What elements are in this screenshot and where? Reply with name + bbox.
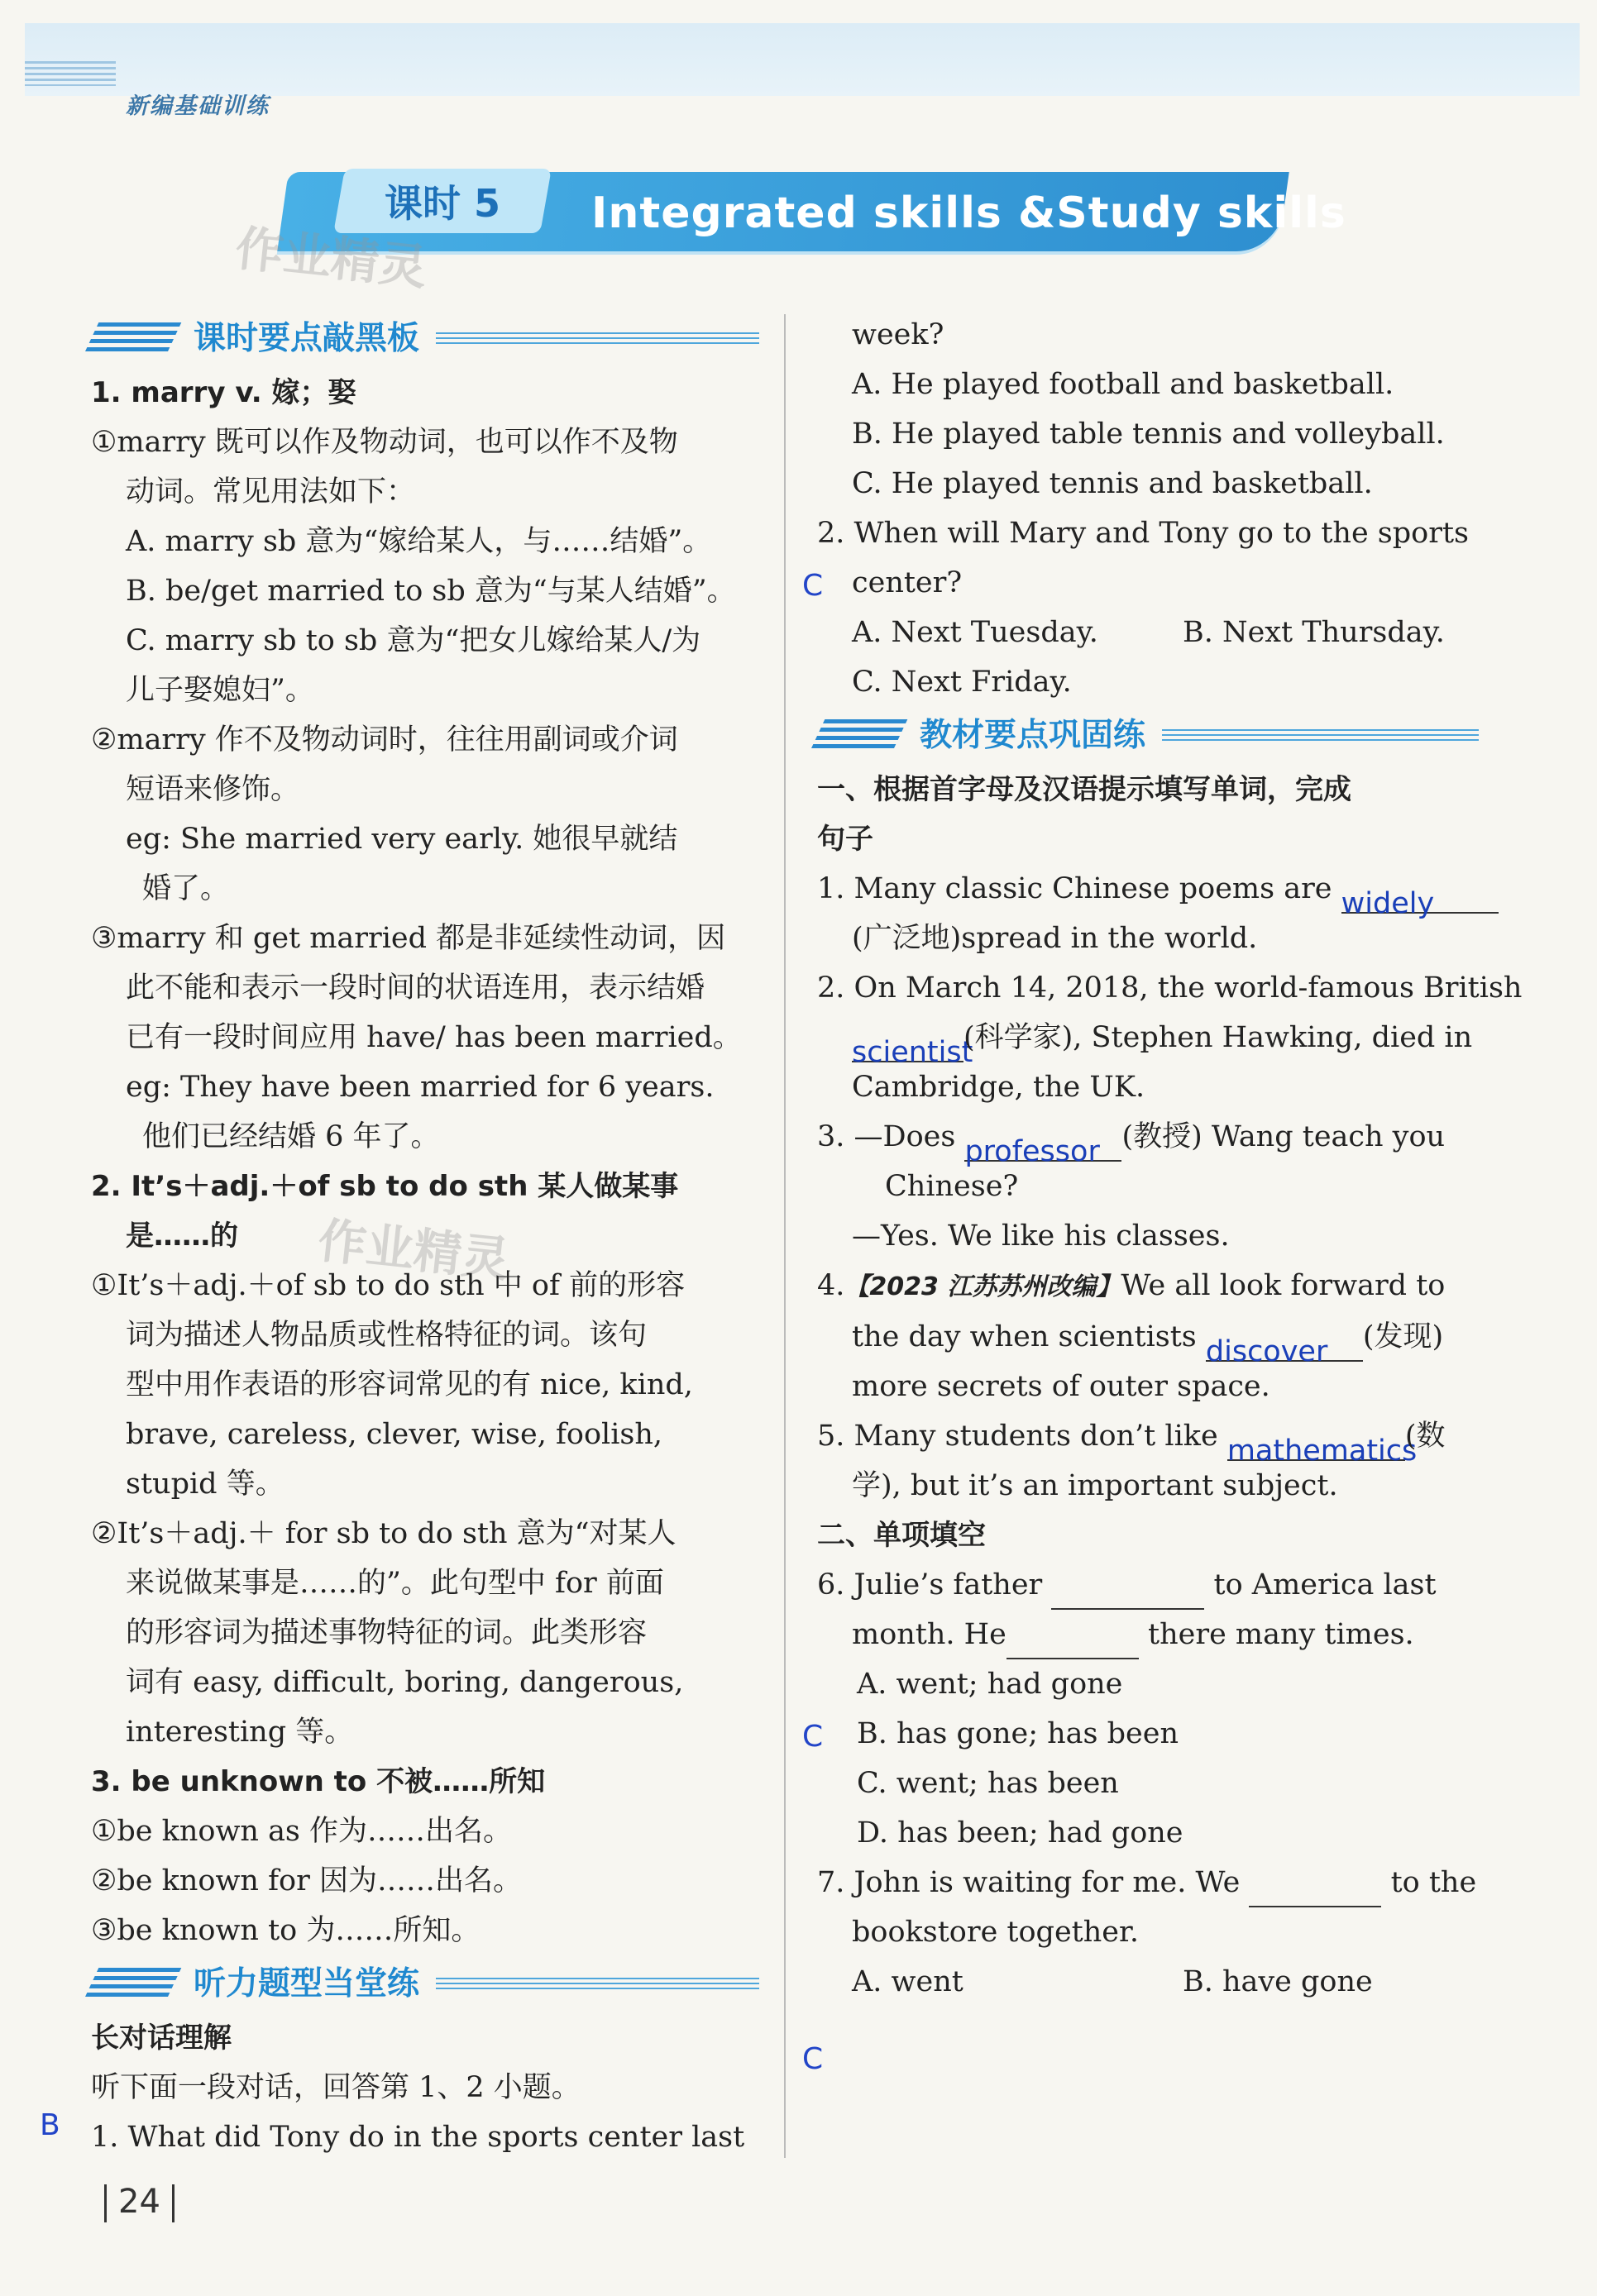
- point-heading: 3. be unknown to 不被……所知: [91, 1765, 546, 1798]
- question-line: 1. Many classic Chinese poems are widely: [817, 864, 1479, 914]
- text-line: brave, careless, clever, wise, foolish,: [126, 1418, 663, 1451]
- page-bar: [104, 2184, 107, 2222]
- question-line: —Yes. We like his classes.: [852, 1220, 1230, 1253]
- answer-mark: C: [802, 1720, 824, 1754]
- section-header: [817, 709, 1479, 763]
- answer-mark: B: [40, 2108, 60, 2142]
- text-line: stupid 等。: [126, 1468, 284, 1501]
- question-line: 2. On March 14, 2018, the world-famous British: [817, 971, 1523, 1005]
- text-line: 型中用作表语的形容词常见的有 nice, kind,: [126, 1368, 693, 1401]
- option: D. has been; had gone: [857, 1816, 1183, 1850]
- question-line: center?: [852, 566, 963, 599]
- text-line: ①be known as 作为……出名。: [91, 1815, 513, 1848]
- text-line: C. marry sb to sb 意为“把女儿嫁给某人/为: [126, 624, 701, 657]
- lesson-title: Integrated skills &Study skills: [591, 189, 1346, 238]
- header-band: [25, 23, 1580, 96]
- page-number: [93, 2183, 186, 2222]
- text-line: 词有 easy, difficult, boring, dangerous,: [126, 1666, 684, 1699]
- text-line: ③be known to 为……所知。: [91, 1914, 481, 1947]
- section-rule: [436, 1978, 759, 1991]
- text-line: 词为描述人物品质或性格特征的词。该句: [126, 1319, 648, 1352]
- question-line: 学), but it’s an important subject.: [852, 1469, 1338, 1502]
- question-line: 3. —Does professor (教授) Wang teach you: [817, 1120, 1446, 1168]
- option: B. He played table tennis and volleyball.: [852, 418, 1445, 451]
- option: A. Next Tuesday.: [852, 616, 1098, 649]
- series-title: 新编基础训练: [126, 93, 270, 119]
- source-tag: 【2023 江苏苏州改编】: [844, 1272, 1121, 1301]
- section-title: 课时要点敲黑板: [194, 320, 420, 357]
- option-row: [817, 608, 1479, 657]
- text-line: 已有一段时间应用 have/ has been married。: [126, 1021, 742, 1054]
- option: B. Next Thursday.: [1183, 616, 1445, 649]
- section-rule: [436, 332, 759, 346]
- question-line: Chinese?: [885, 1170, 1019, 1203]
- question-line: (广泛地)spread in the world.: [852, 922, 1258, 955]
- answer-mark: C: [802, 2042, 824, 2076]
- example-line: 婚了。: [142, 872, 230, 905]
- text-line: 的形容词为描述事物特征的词。此类形容: [126, 1616, 648, 1649]
- header-stripes: [25, 61, 116, 86]
- question-line: week?: [852, 318, 944, 351]
- text-line: 动词。常见用法如下：: [126, 475, 416, 508]
- option: C. Next Friday.: [852, 666, 1072, 699]
- part-title: 一、根据首字母及汉语提示填写单词，完成: [817, 773, 1351, 806]
- instruction: 听下面一段对话，回答第 1、2 小题。: [91, 2071, 581, 2104]
- text-line: 短语来修饰。: [126, 773, 300, 806]
- section-header: [91, 1957, 759, 2012]
- option-row: [817, 1957, 1479, 2007]
- text-line: A. marry sb 意为“嫁给某人，与……结婚”。: [126, 525, 712, 558]
- question-line: bookstore together.: [852, 1916, 1140, 1949]
- text-line: B. be/get married to sb 意为“与某人结婚”。: [126, 575, 736, 608]
- column-divider: [784, 314, 786, 2158]
- text-line: ③marry 和 get married 都是非延续性动词，因: [91, 922, 726, 955]
- question-line: 7. John is waiting for me. We to the: [817, 1858, 1479, 1907]
- option: A. went; had gone: [857, 1668, 1123, 1701]
- question-line: month. He there many times.: [817, 1610, 1479, 1659]
- answer-mark: C: [802, 569, 824, 603]
- text-line: ②marry 作不及物动词时，往往用副词或介词: [91, 723, 678, 757]
- option: B. has gone; has been: [857, 1717, 1179, 1750]
- section-title: 教材要点巩固练: [920, 717, 1146, 754]
- option: A. He played football and basketball.: [852, 368, 1394, 401]
- section-rule: [1162, 729, 1479, 742]
- point-heading: 1. marry v. 嫁；娶: [91, 376, 356, 409]
- section-title: 听力题型当堂练: [194, 1965, 420, 2002]
- question-line: Cambridge, the UK.: [852, 1071, 1145, 1104]
- text-line: ②be known for 因为……出名。: [91, 1864, 522, 1897]
- option: A. went: [852, 1965, 963, 1998]
- option: C. He played tennis and basketball.: [852, 467, 1373, 500]
- question-line: more secrets of outer space.: [852, 1370, 1270, 1403]
- filled-answer: discover: [1205, 1335, 1328, 1368]
- text-line: ①marry 既可以作及物动词，也可以作不及物: [91, 426, 678, 459]
- section-header: [91, 312, 759, 366]
- filled-answer: widely: [1341, 887, 1435, 920]
- part-title: 二、单项填空: [817, 1519, 986, 1552]
- question-line: 1. What did Tony do in the sports center last: [91, 2121, 745, 2154]
- text-line: 此不能和表示一段时间的状语连用，表示结婚: [126, 971, 705, 1005]
- question-line: 4.【2023 江苏苏州改编】We all look forward to: [817, 1269, 1446, 1302]
- option: B. have gone: [1183, 1965, 1373, 1998]
- text-line: interesting 等。: [126, 1716, 354, 1749]
- page-bar: [172, 2184, 175, 2222]
- text-line: ①It’s＋adj.＋of sb to do sth 中 of 前的形容: [91, 1269, 686, 1302]
- example-line: eg: They have been married for 6 years.: [126, 1071, 715, 1104]
- text-line: ②It’s＋adj.＋ for sb to do sth 意为“对某人: [91, 1517, 677, 1550]
- question-line: 2. When will Mary and Tony go to the sports: [817, 517, 1469, 550]
- part-title: 句子: [817, 823, 873, 856]
- point-heading: 2. It’s＋adj.＋of sb to do sth 某人做某事: [91, 1170, 679, 1203]
- page-number-text: 24: [118, 2183, 160, 2221]
- sub-title: 长对话理解: [91, 2022, 232, 2055]
- lesson-label: 课时 5: [384, 181, 501, 226]
- section-stripe-icon: [84, 1968, 182, 2001]
- question-line: the day when scientists discover (发现): [852, 1320, 1444, 1368]
- left-column: [91, 310, 759, 2162]
- question-line: 5. Many students don’t like mathematics(数: [817, 1420, 1446, 1468]
- section-stripe-icon: [810, 719, 908, 752]
- right-column: [817, 310, 1523, 2007]
- watermark: 作业精灵: [315, 1212, 513, 1288]
- filled-answer: scientist: [852, 1036, 973, 1069]
- section-stripe-icon: [84, 322, 182, 356]
- example-line: eg: She married very early. 她很早就结: [126, 823, 678, 856]
- filled-answer: professor: [964, 1135, 1100, 1168]
- question-line: 6. Julie’s father to America last: [817, 1560, 1479, 1610]
- watermark: 作业精灵: [232, 220, 430, 296]
- text-line: 儿子娶媳妇”。: [126, 674, 314, 707]
- example-line: 他们已经结婚 6 年了。: [142, 1120, 440, 1153]
- question-line: scientist(科学家), Stephen Hawking, died in: [852, 1021, 1473, 1069]
- filled-answer: mathematics: [1226, 1434, 1418, 1468]
- text-line: 来说做某事是……的”。此句型中 for 前面: [126, 1567, 664, 1600]
- point-heading: 是……的: [126, 1220, 238, 1253]
- option: C. went; has been: [857, 1767, 1119, 1800]
